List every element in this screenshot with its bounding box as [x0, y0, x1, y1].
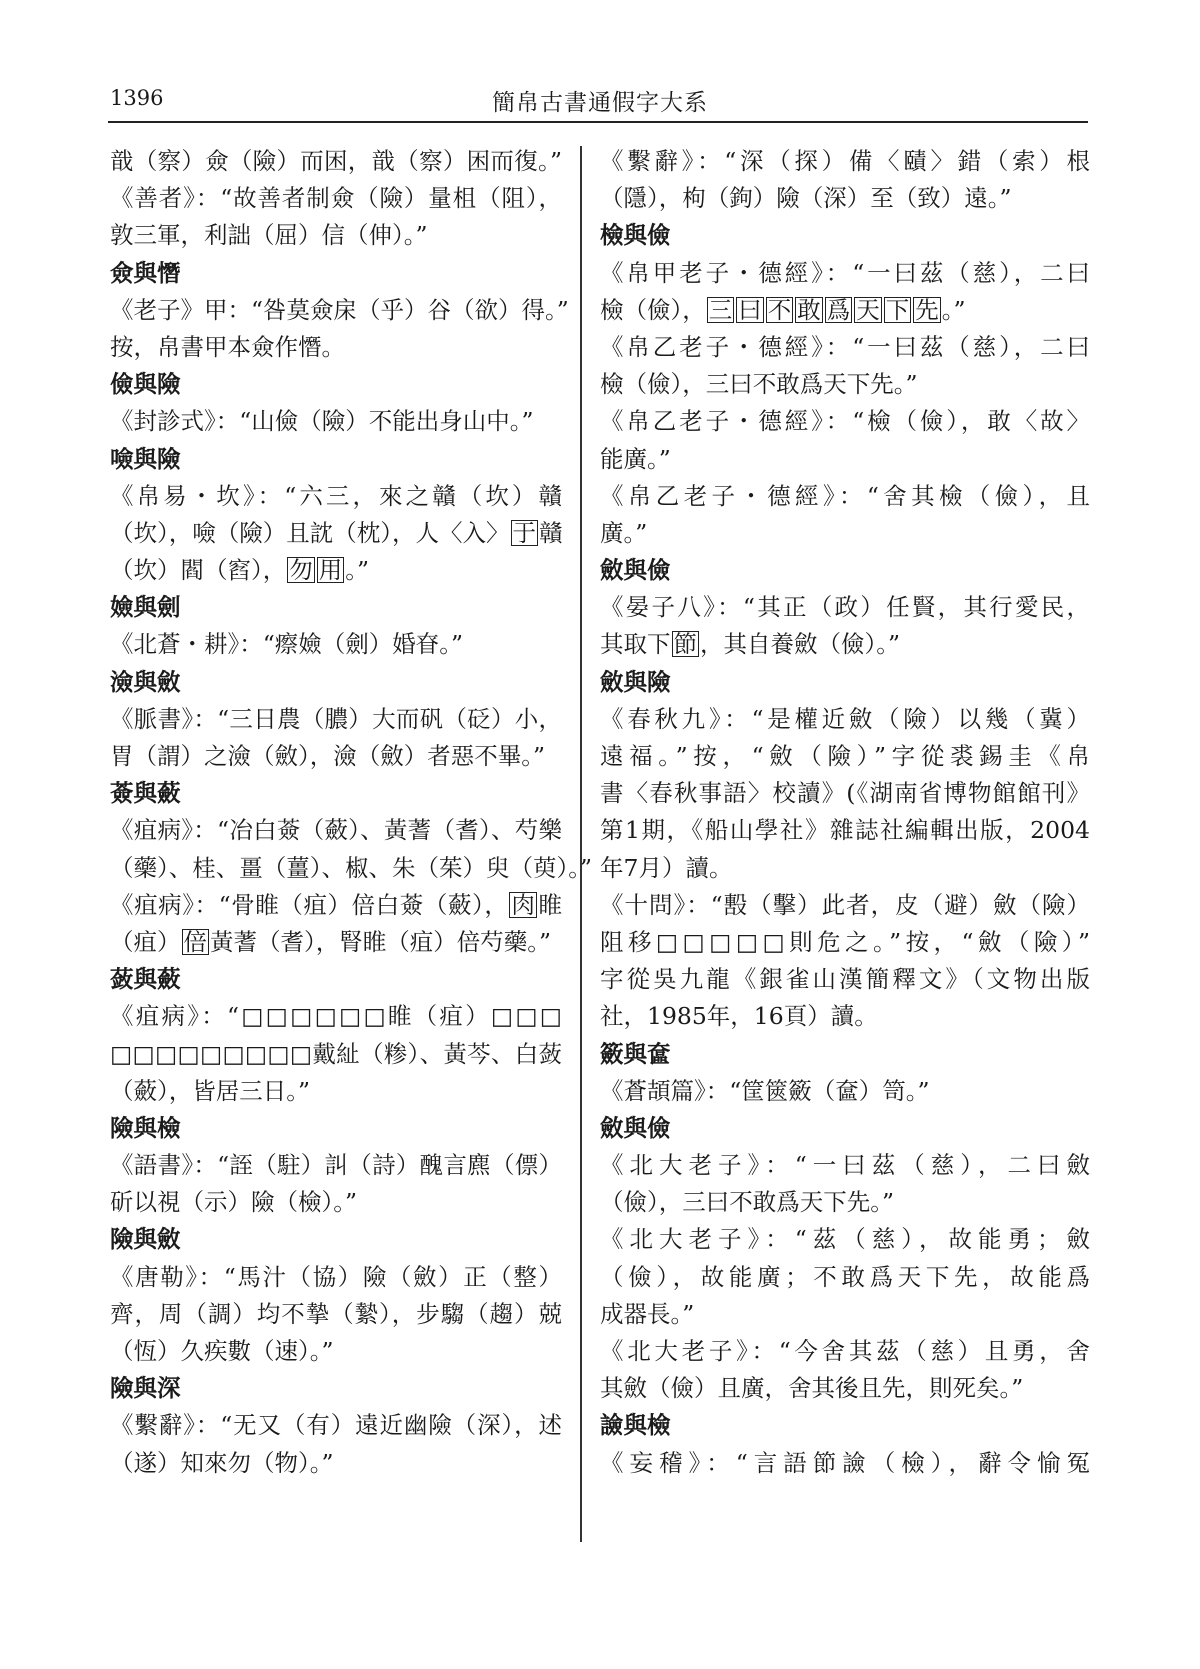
boxed-character: 用 — [318, 556, 343, 585]
text-line: 《帛乙老子・德經》：“舍其檢（儉），且 — [600, 481, 1090, 510]
entry-heading: 險與檢 — [110, 1113, 181, 1142]
text-line: 阻移□□□□□則危之。”按，“斂（險）” — [600, 927, 1090, 956]
text-line: 齊，周（調）均不摯（縶），步騶（趨）兢 — [110, 1299, 562, 1328]
text-line: 其取下 節 ，其自養斂（儉）。” — [600, 630, 901, 659]
text-line: （疽） 倍 黃蓍（耆），腎睢（疽）倍芍藥。” — [110, 927, 552, 956]
entry-heading: 儉與險 — [110, 370, 181, 399]
text-line: 檢（儉），三曰不敢爲天下先。” — [600, 370, 918, 399]
text-line: 檢（儉）， 三 曰 不 敢 爲 天 下 先 。” — [600, 295, 966, 324]
text-line: 成器長。” — [600, 1299, 695, 1328]
left-column — [110, 143, 593, 1482]
boxed-character: 肉 — [511, 890, 535, 919]
text-line: 《老子》甲：“咎莫僉㦿（乎）谷（欲）得。” — [110, 295, 569, 324]
text-line: 《帛乙老子・德經》：“一曰茲（慈），二曰 — [600, 332, 1090, 361]
boxed-character: 節 — [673, 630, 697, 659]
text-line: 敦三軍，利詘（屈）信（伸）。” — [110, 221, 428, 250]
entry-heading: 噞與險 — [110, 444, 181, 473]
text-line: 遠福。”按，“斂（險）”字從裘錫圭《帛 — [600, 742, 1090, 770]
text-line: 《妄稽》：“言語節譣（檢），辭令愉冤 — [600, 1448, 1090, 1477]
text-line: 《疽病》：“骨睢（疽）倍白薟（蘞）， 肉 睢 — [110, 890, 562, 919]
entry-heading: 斂與儉 — [600, 556, 671, 585]
running-title: 簡帛古書通假字大系 — [492, 90, 708, 116]
boxed-character: 勿 — [289, 556, 313, 585]
boxed-character: 三 — [708, 295, 733, 324]
boxed-character: 曰 — [738, 295, 762, 324]
boxed-character: 于 — [512, 518, 536, 547]
boxed-character: 不 — [767, 295, 792, 324]
text-line: 《封診式》：“山儉（險）不能出身山中。” — [110, 407, 534, 436]
text-line: （隱），枸（鉤）險（深）至（致）遠。” — [600, 184, 1012, 213]
text-line: 胃（謂）之澰（斂），澰（斂）者惡不畢。” — [110, 742, 546, 770]
entry-heading: 檢與儉 — [600, 221, 671, 250]
text-line: 廣。” — [600, 518, 648, 547]
text-line: 書〈春秋事語〉校讀》(《湖南省博物館館刊》 — [600, 779, 1090, 808]
text-line: 年7月）讀。 — [600, 853, 733, 882]
entry-heading: 險與深 — [110, 1374, 181, 1403]
text-line: （恆）久疾數（速）。” — [110, 1337, 334, 1365]
text-line: □□□□□□□□□戴䊼（糁）、黃芩、白蔹 — [110, 1039, 562, 1068]
boxed-character: 天 — [856, 295, 880, 324]
text-line: 《帛乙老子・德經》：“檢（儉），敢〈故〉 — [600, 407, 1090, 436]
text-line: 第1期，《船山學社》雜誌社編輯出版，2004 — [600, 816, 1090, 845]
text-line: 社，1985年，16頁）讀。 — [600, 1002, 878, 1031]
text-line: 《春秋九》：“是權近斂（險）以幾（冀） — [600, 704, 1090, 733]
text-line: 《北大老子》：“一曰茲（慈），二曰斂 — [600, 1151, 1090, 1180]
entry-heading: 薟與蘞 — [110, 779, 181, 808]
text-line: 《晏子八》：“其正（政）任賢，其行愛民， — [600, 593, 1090, 622]
text-line: 《疽病》：“□□□□□□睢（疽）□□□ — [110, 1002, 562, 1031]
text-line: （蘞），皆居三日。” — [110, 1076, 311, 1105]
text-line: 《語書》：“誈（駐）訆（詩）醜言麃（僄） — [110, 1151, 562, 1180]
text-line: （遂）知來勿（物）。” — [110, 1448, 334, 1477]
entry-heading: 斂與儉 — [600, 1113, 671, 1142]
text-line: 《唐勒》：“馬汁（協）險（斂）正（整） — [110, 1262, 562, 1291]
text-line: 能廣。” — [600, 444, 671, 473]
text-line: 斫以視（示）險（檢）。” — [110, 1188, 358, 1217]
text-line: 其斂（儉）且廣，舍其後且先，則死矣。” — [600, 1374, 1024, 1403]
text-line: 《繫辭》：“深（探）備〈賾〉錯（索）根 — [600, 147, 1090, 175]
text-line: 《蒼頡篇》：“筐篋籢（奩）笥。” — [600, 1076, 930, 1105]
entry-heading: 澰與斂 — [110, 667, 181, 696]
text-line: 《疽病》：“冶白薟（蘞）、黃蓍（耆）、芍樂 — [110, 816, 562, 845]
boxed-character: 先 — [915, 295, 939, 324]
page-number: 1396 — [110, 86, 164, 110]
text-line: （藥）、桂、畺（薑）、椒、朱（茱）臾（萸）。” — [110, 853, 593, 882]
entry-heading: 蔹與蘞 — [110, 965, 181, 994]
column-divider — [580, 146, 582, 1542]
text-line: （儉），故能廣；不敢爲天下先，故能爲 — [600, 1262, 1090, 1291]
entry-heading: 僉與憯 — [110, 258, 181, 287]
text-line: 《帛易・坎》：“六三，來之贛（坎）贛 — [110, 481, 562, 510]
text-line: 按，帛書甲本僉作憯。 — [110, 332, 345, 361]
entry-heading: 籢與奩 — [600, 1039, 671, 1068]
text-line: 《十問》：“毄（擊）此者，皮（避）斂（險） — [600, 890, 1090, 919]
text-line: 字從吳九龍《銀雀山漢簡釋文》（文物出版 — [600, 965, 1090, 994]
text-line: 《善者》：“故善者制僉（險）量柤（阻）， — [110, 184, 562, 213]
text-line: 《北大老子》：“今舍其茲（慈）且勇，舍 — [600, 1337, 1090, 1365]
boxed-character: 爲 — [826, 295, 851, 324]
entry-heading: 嬐與劍 — [110, 593, 181, 622]
boxed-character: 敢 — [797, 295, 821, 324]
entry-heading: 險與斂 — [110, 1225, 181, 1254]
boxed-character: 倍 — [183, 927, 207, 956]
text-line: （坎）閻（窞）， 勿 用 。” — [110, 556, 370, 585]
text-line: 《帛甲老子・德經》：“一曰茲（慈），二曰 — [600, 258, 1090, 287]
text-line: （坎），噞（險）且訦（枕），人〈入〉 于 贛 — [110, 518, 563, 547]
text-line: 戠（察）僉（險）而困，戠（察）困而復。” — [110, 147, 562, 175]
text-line: （儉），三曰不敢爲天下先。” — [600, 1188, 895, 1217]
text-line: 《脈書》：“三日農（膿）大而矾（砭）小， — [110, 704, 562, 733]
text-line: 《北大老子》：“茲（慈），故能勇；斂 — [600, 1225, 1090, 1254]
header-rule — [108, 121, 1088, 123]
text-line: 《繫辭》：“无又（有）遠近幽險（深），述 — [110, 1411, 562, 1440]
entry-heading: 斂與險 — [600, 667, 671, 696]
text-line: 《北蒼・耕》：“瘵嬐（劍）婚眘。” — [110, 630, 464, 659]
right-column — [600, 143, 1090, 1482]
entry-heading: 譣與檢 — [600, 1411, 671, 1440]
boxed-character: 下 — [885, 295, 910, 324]
